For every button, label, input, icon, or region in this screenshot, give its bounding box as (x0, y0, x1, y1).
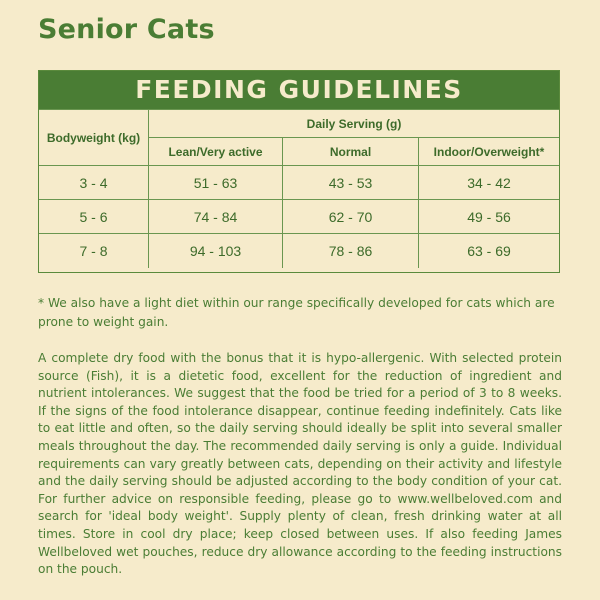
weight-cell: 5 - 6 (39, 200, 149, 234)
normal-header: Normal (283, 138, 419, 166)
normal-cell: 78 - 86 (283, 234, 419, 268)
indoor-cell: 49 - 56 (419, 200, 560, 234)
weight-cell: 7 - 8 (39, 234, 149, 268)
page-title: Senior Cats (38, 14, 215, 45)
table-row (39, 234, 559, 268)
indoor-header: Indoor/Overweight* (419, 138, 560, 166)
table-row (39, 200, 559, 234)
footnote: * We also have a light diet within our range specifically developed for cats which are prone to weight gain. (38, 296, 555, 329)
indoor-cell: 34 - 42 (419, 166, 560, 200)
weight-cell: 3 - 4 (39, 166, 149, 200)
lean-cell: 74 - 84 (149, 200, 283, 234)
lean-cell: 94 - 103 (149, 234, 283, 268)
normal-cell: 62 - 70 (283, 200, 419, 234)
lean-header: Lean/Very active (149, 138, 283, 166)
bodyweight-header: Bodyweight (kg) (39, 110, 149, 166)
lean-cell: 51 - 63 (149, 166, 283, 200)
table-row (39, 166, 559, 200)
product-description: A complete dry food with the bonus that it is hypo-allergenic. With selected protein source (Fish), it is a dietetic food, excellent for the reduction of ingredient and nutrient intolerances. We suggest that the food be tried for a period of 3 to 8 weeks. If the signs of the food intolerance disappear, continue feeding indefinitely. Cats like to eat little and often, so the daily serving should ideally be split into several smaller meals throughout the day. The recommended daily serving is only a guide. Individual requirements can vary greatly between cats, depending on their activity and lifestyle and the daily serving should be adjusted according to the body condition of your cat. For further advice on responsible feeding, please go to www.wellbeloved.com and search for 'ideal body weight'. Supply plenty of clean, fresh drinking water at all times. Store in cool dry place; keep closed between uses. If also feeding James Wellbeloved wet pouches, reduce dry allowance according to the feeding instructions on the pouch. (38, 351, 562, 577)
normal-cell: 43 - 53 (283, 166, 419, 200)
feeding-guidelines-table (38, 70, 560, 273)
feeding-guidelines-banner: FEEDING GUIDELINES (39, 71, 559, 109)
feeding-table-grid (39, 109, 559, 268)
indoor-cell: 63 - 69 (419, 234, 560, 268)
daily-serving-header: Daily Serving (g) (149, 110, 560, 138)
